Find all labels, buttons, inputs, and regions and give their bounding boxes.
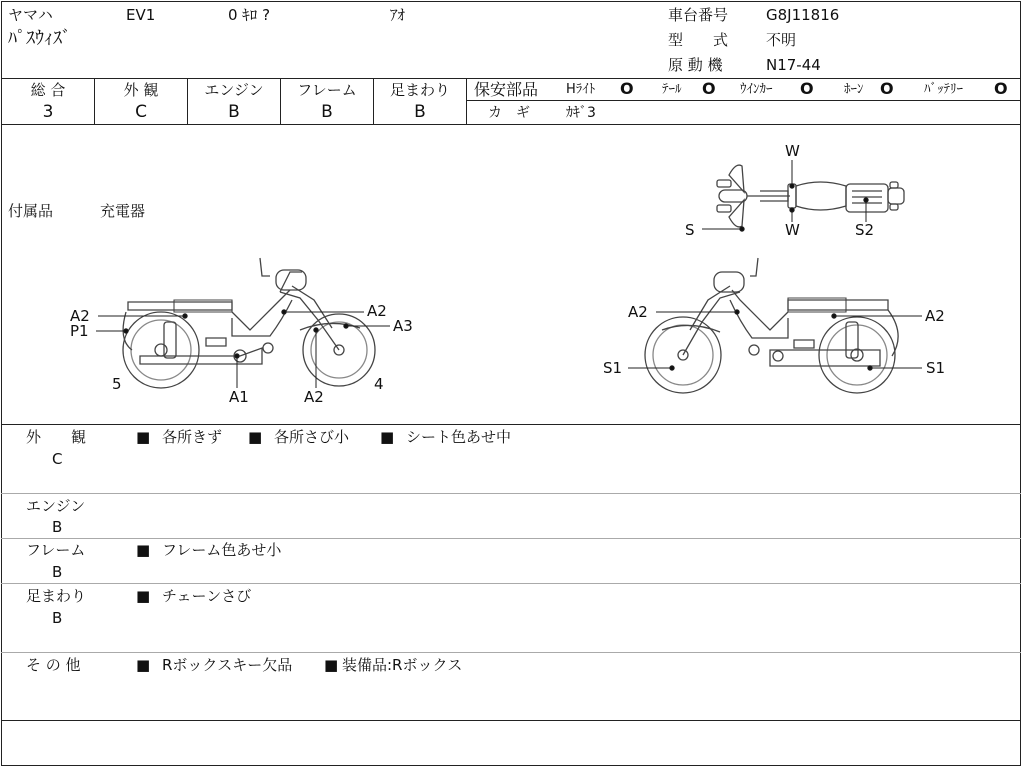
remark-item: 各所きず [162, 428, 223, 446]
safety-headlight-label: Hﾗｲﾄ [566, 82, 596, 97]
key-label: カ ギ [488, 105, 530, 121]
engine-label: 原 動 機 [668, 56, 723, 74]
diagram-label-a2: A2 [304, 388, 324, 406]
safety-horn-label: ﾎｰﾝ [844, 82, 864, 97]
safety-taillight-label: ﾃｰﾙ [662, 82, 682, 97]
remarks-bottom-rule [1, 720, 1021, 721]
remarks-row-rule [1, 538, 1021, 539]
mileage: 0 ｷﾛ ? [228, 6, 271, 24]
safety-taillight-mark: O [702, 79, 716, 98]
chassis-label: 車台番号 [668, 6, 729, 24]
grade-engine-value: B [228, 102, 240, 122]
remark-label-frame: フレーム [26, 541, 86, 559]
diagram-label-s1: S1 [603, 359, 623, 377]
grade-exterior-value: C [135, 102, 147, 122]
grade-frame-label: フレーム [297, 81, 357, 99]
remark-label-suspension: 足まわり [26, 587, 87, 605]
remark-bullet: ■ [136, 587, 151, 605]
remarks-top-rule [1, 424, 1021, 425]
type-label: 型 式 [668, 31, 729, 49]
remark-bullet: ■ [248, 428, 263, 446]
diagram-label-a2: A2 [628, 303, 648, 321]
safety-battery-mark: O [994, 79, 1008, 98]
grade-overall-value: 3 [42, 102, 54, 122]
remark-label-exterior: 外 観 [26, 428, 87, 446]
remark-item: 各所さび小 [274, 428, 350, 446]
engine-value: N17-44 [766, 56, 821, 74]
diagram-label-4: 4 [374, 375, 384, 393]
grade-exterior-label: 外 観 [123, 81, 159, 99]
remarks-row-rule [1, 652, 1021, 653]
grade-suspension-label: 足まわり [389, 81, 450, 99]
diagram-label-s: S [685, 221, 695, 239]
remark-grade-frame: B [52, 563, 63, 581]
safety-battery-label: ﾊﾞｯﾃﾘｰ [924, 82, 963, 97]
top-view-scooter-icon [717, 165, 904, 227]
remarks-row-rule [1, 493, 1021, 494]
diagram-label-s1: S1 [926, 359, 946, 377]
model-code: EV1 [126, 6, 156, 24]
accessories-value: 充電器 [100, 202, 146, 220]
remark-label-other: そ の 他 [26, 656, 81, 674]
key-value: ｶｷﾞ3 [566, 105, 596, 121]
grade-overall-label: 総 合 [30, 81, 66, 99]
safety-headlight-mark: O [620, 79, 634, 98]
type-value: 不明 [766, 31, 797, 49]
diagram-label-w-top: W [785, 142, 800, 160]
remark-bullet: ■ [136, 656, 151, 674]
remarks-row-rule [1, 583, 1021, 584]
remark-item: フレーム色あせ小 [162, 541, 282, 559]
diagram-label-a2: A2 [70, 307, 90, 325]
remark-bullet: ■ [136, 541, 151, 559]
diagram-label-5: 5 [112, 375, 122, 393]
left-side-scooter-icon [123, 258, 375, 388]
accessories-label: 付属品 [8, 202, 54, 220]
safety-winker-mark: O [800, 79, 814, 98]
remark-item: 装備品:Rボックス [342, 656, 463, 674]
diagram-label-a3: A3 [393, 317, 413, 335]
diagram-label-s2: S2 [855, 221, 875, 239]
remark-item: シート色あせ中 [406, 428, 512, 446]
diagram-label-p1: P1 [70, 322, 89, 340]
grade-engine-label: エンジン [204, 81, 264, 99]
safety-horn-mark: O [880, 79, 894, 98]
grade-frame-value: B [321, 102, 333, 122]
safety-parts-label: 保安部品 [474, 80, 539, 99]
remark-item: チェーンさび [162, 587, 252, 605]
remark-label-engine: エンジン [26, 497, 86, 515]
chassis-value: G8J11816 [766, 6, 840, 24]
diagram-label-a2: A2 [367, 302, 387, 320]
maker-name: ヤマハ [8, 6, 53, 24]
remark-bullet: ■ [324, 656, 339, 674]
remark-item: Rボックスキー欠品 [162, 656, 293, 674]
diagram-label-w-bottom: W [785, 221, 800, 239]
grade-suspension-value: B [414, 102, 426, 122]
remark-bullet: ■ [380, 428, 395, 446]
diagram-label-a2: A2 [925, 307, 945, 325]
safety-winker-label: ｳｲﾝｶｰ [740, 82, 773, 97]
remark-grade-engine: B [52, 518, 63, 536]
diagram-label-a1: A1 [229, 388, 249, 406]
remark-grade-suspension: B [52, 609, 63, 627]
remark-grade-exterior: C [52, 450, 63, 468]
body-color: ｱｵ [390, 6, 406, 24]
right-side-scooter-icon [645, 258, 898, 393]
remark-bullet: ■ [136, 428, 151, 446]
model-name: ﾊﾟｽｳｨｽﾞ [8, 28, 71, 49]
